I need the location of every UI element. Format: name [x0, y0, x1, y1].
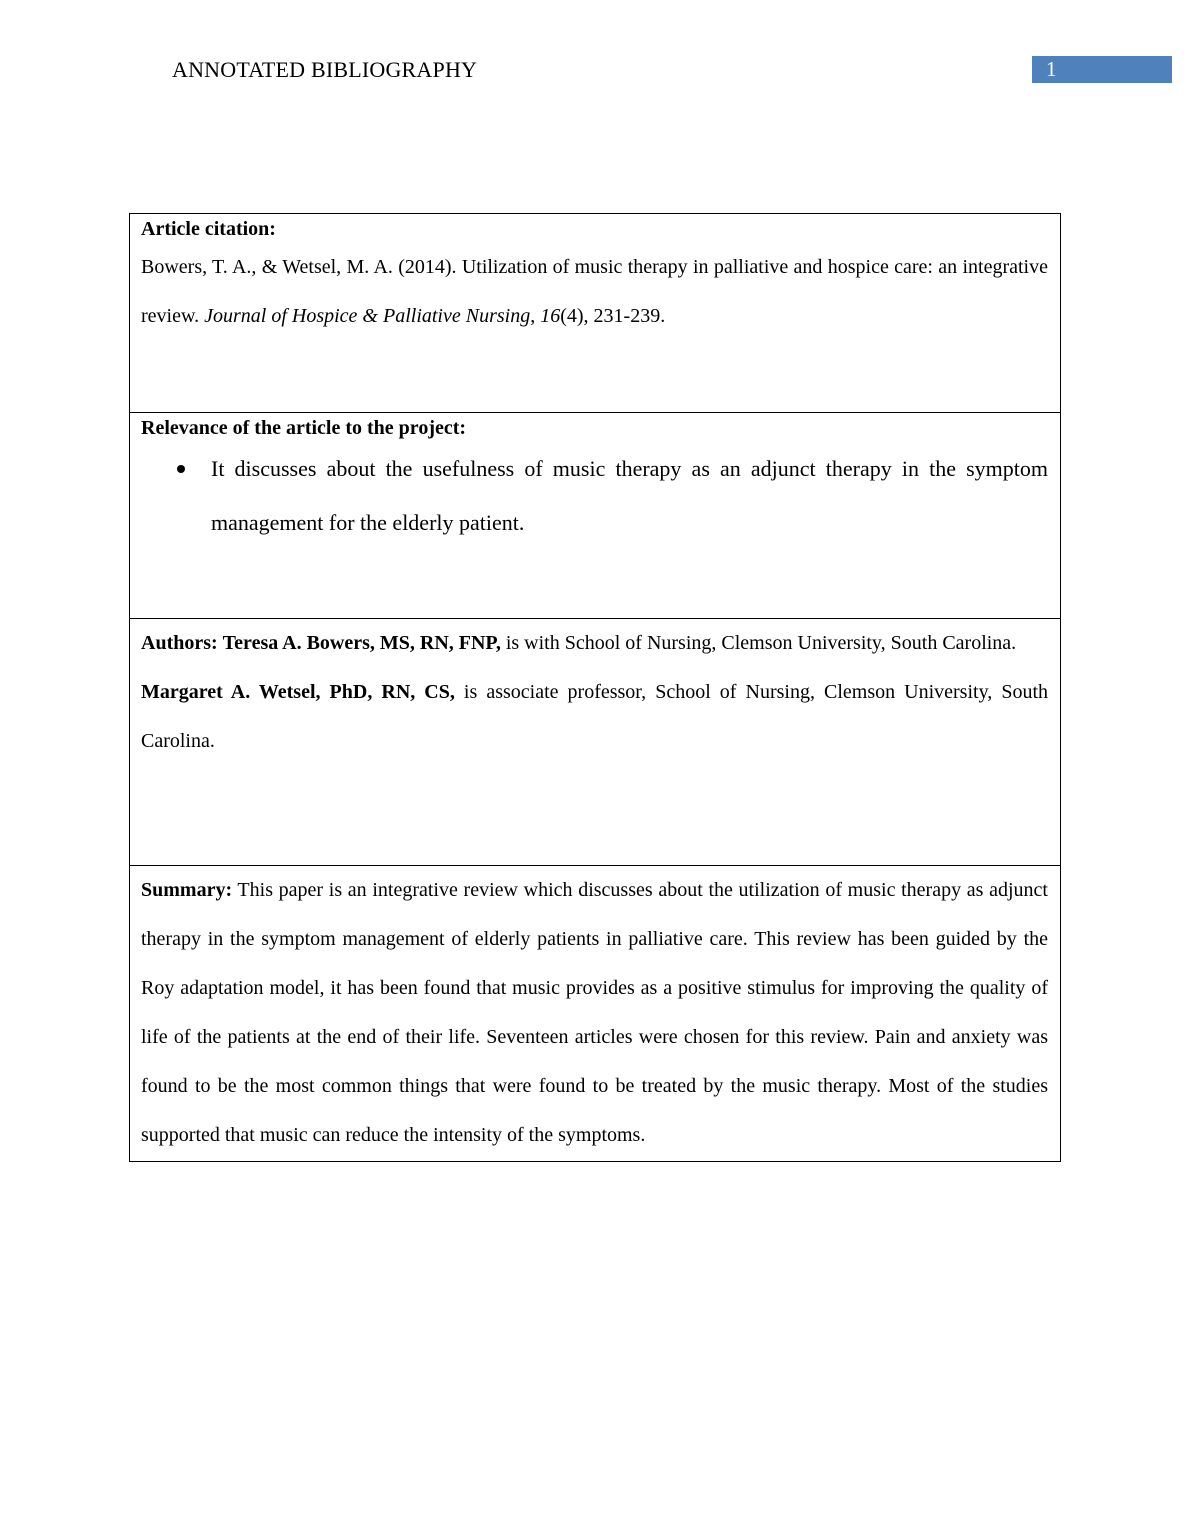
- article-citation-heading: Article citation:: [141, 218, 276, 240]
- author-2-paragraph: [141, 668, 1048, 766]
- relevance-bullet-item: [141, 442, 1048, 550]
- citation-separator: ,: [530, 305, 541, 327]
- author-1-description: is with School of Nursing, Clemson University, South Carolina.: [500, 632, 1017, 654]
- summary-text: This paper is an integrative review which discusses about the utilization of music therapy as adjunct therapy in the symptom management of elderly patients in palliative care. This review has been guided by the Roy adaptation model, it has been found that music provides as a positive stimulus for improving the quality of life of the patients at the end of their life. Seventeen articles were chosen for this review. Pain and anxiety was found to be the most common things that were found to be treated by the music therapy. Most of the studies supported that music can reduce the intensity of the symptoms.: [141, 879, 1048, 1146]
- relevance-section: [130, 412, 1060, 618]
- summary-paragraph: [141, 866, 1048, 1160]
- article-citation-text: [141, 243, 1048, 341]
- relevance-bullet-text: It discusses about the usefulness of music therapy as an adjunct therapy in the symptom management for the elderly patient.: [211, 456, 1048, 535]
- author-1-name: Teresa A. Bowers, MS, RN, FNP,: [222, 632, 501, 654]
- citation-volume: 16: [540, 305, 561, 327]
- author-2-name: Margaret A. Wetsel, PhD, RN, CS,: [141, 681, 455, 703]
- relevance-bullet-list: [141, 442, 1048, 550]
- citation-journal: Journal of Hospice & Palliative Nursing: [204, 305, 531, 327]
- article-citation-section: [130, 214, 1060, 412]
- page-number: 1: [1032, 56, 1172, 83]
- summary-label: Summary:: [141, 879, 233, 901]
- citation-main-text: Bowers, T. A., & Wetsel, M. A. (2014). Utilization of music therapy in palliative and hospice care: an integrative review.: [141, 256, 1048, 327]
- authors-label: Authors:: [141, 632, 218, 654]
- summary-section: [130, 865, 1060, 1161]
- bullet-dot-icon: [177, 465, 185, 473]
- authors-section: [130, 618, 1060, 865]
- author-2-description: is associate professor, School of Nursing, Clemson University, South Carolina.: [141, 681, 1049, 752]
- relevance-heading: Relevance of the article to the project:: [141, 417, 467, 439]
- citation-issue-pages: (4), 231-239.: [560, 305, 666, 327]
- bibliography-table: [129, 213, 1061, 1162]
- running-head: ANNOTATED BIBLIOGRAPHY: [172, 57, 478, 82]
- author-1-paragraph: [141, 619, 1048, 668]
